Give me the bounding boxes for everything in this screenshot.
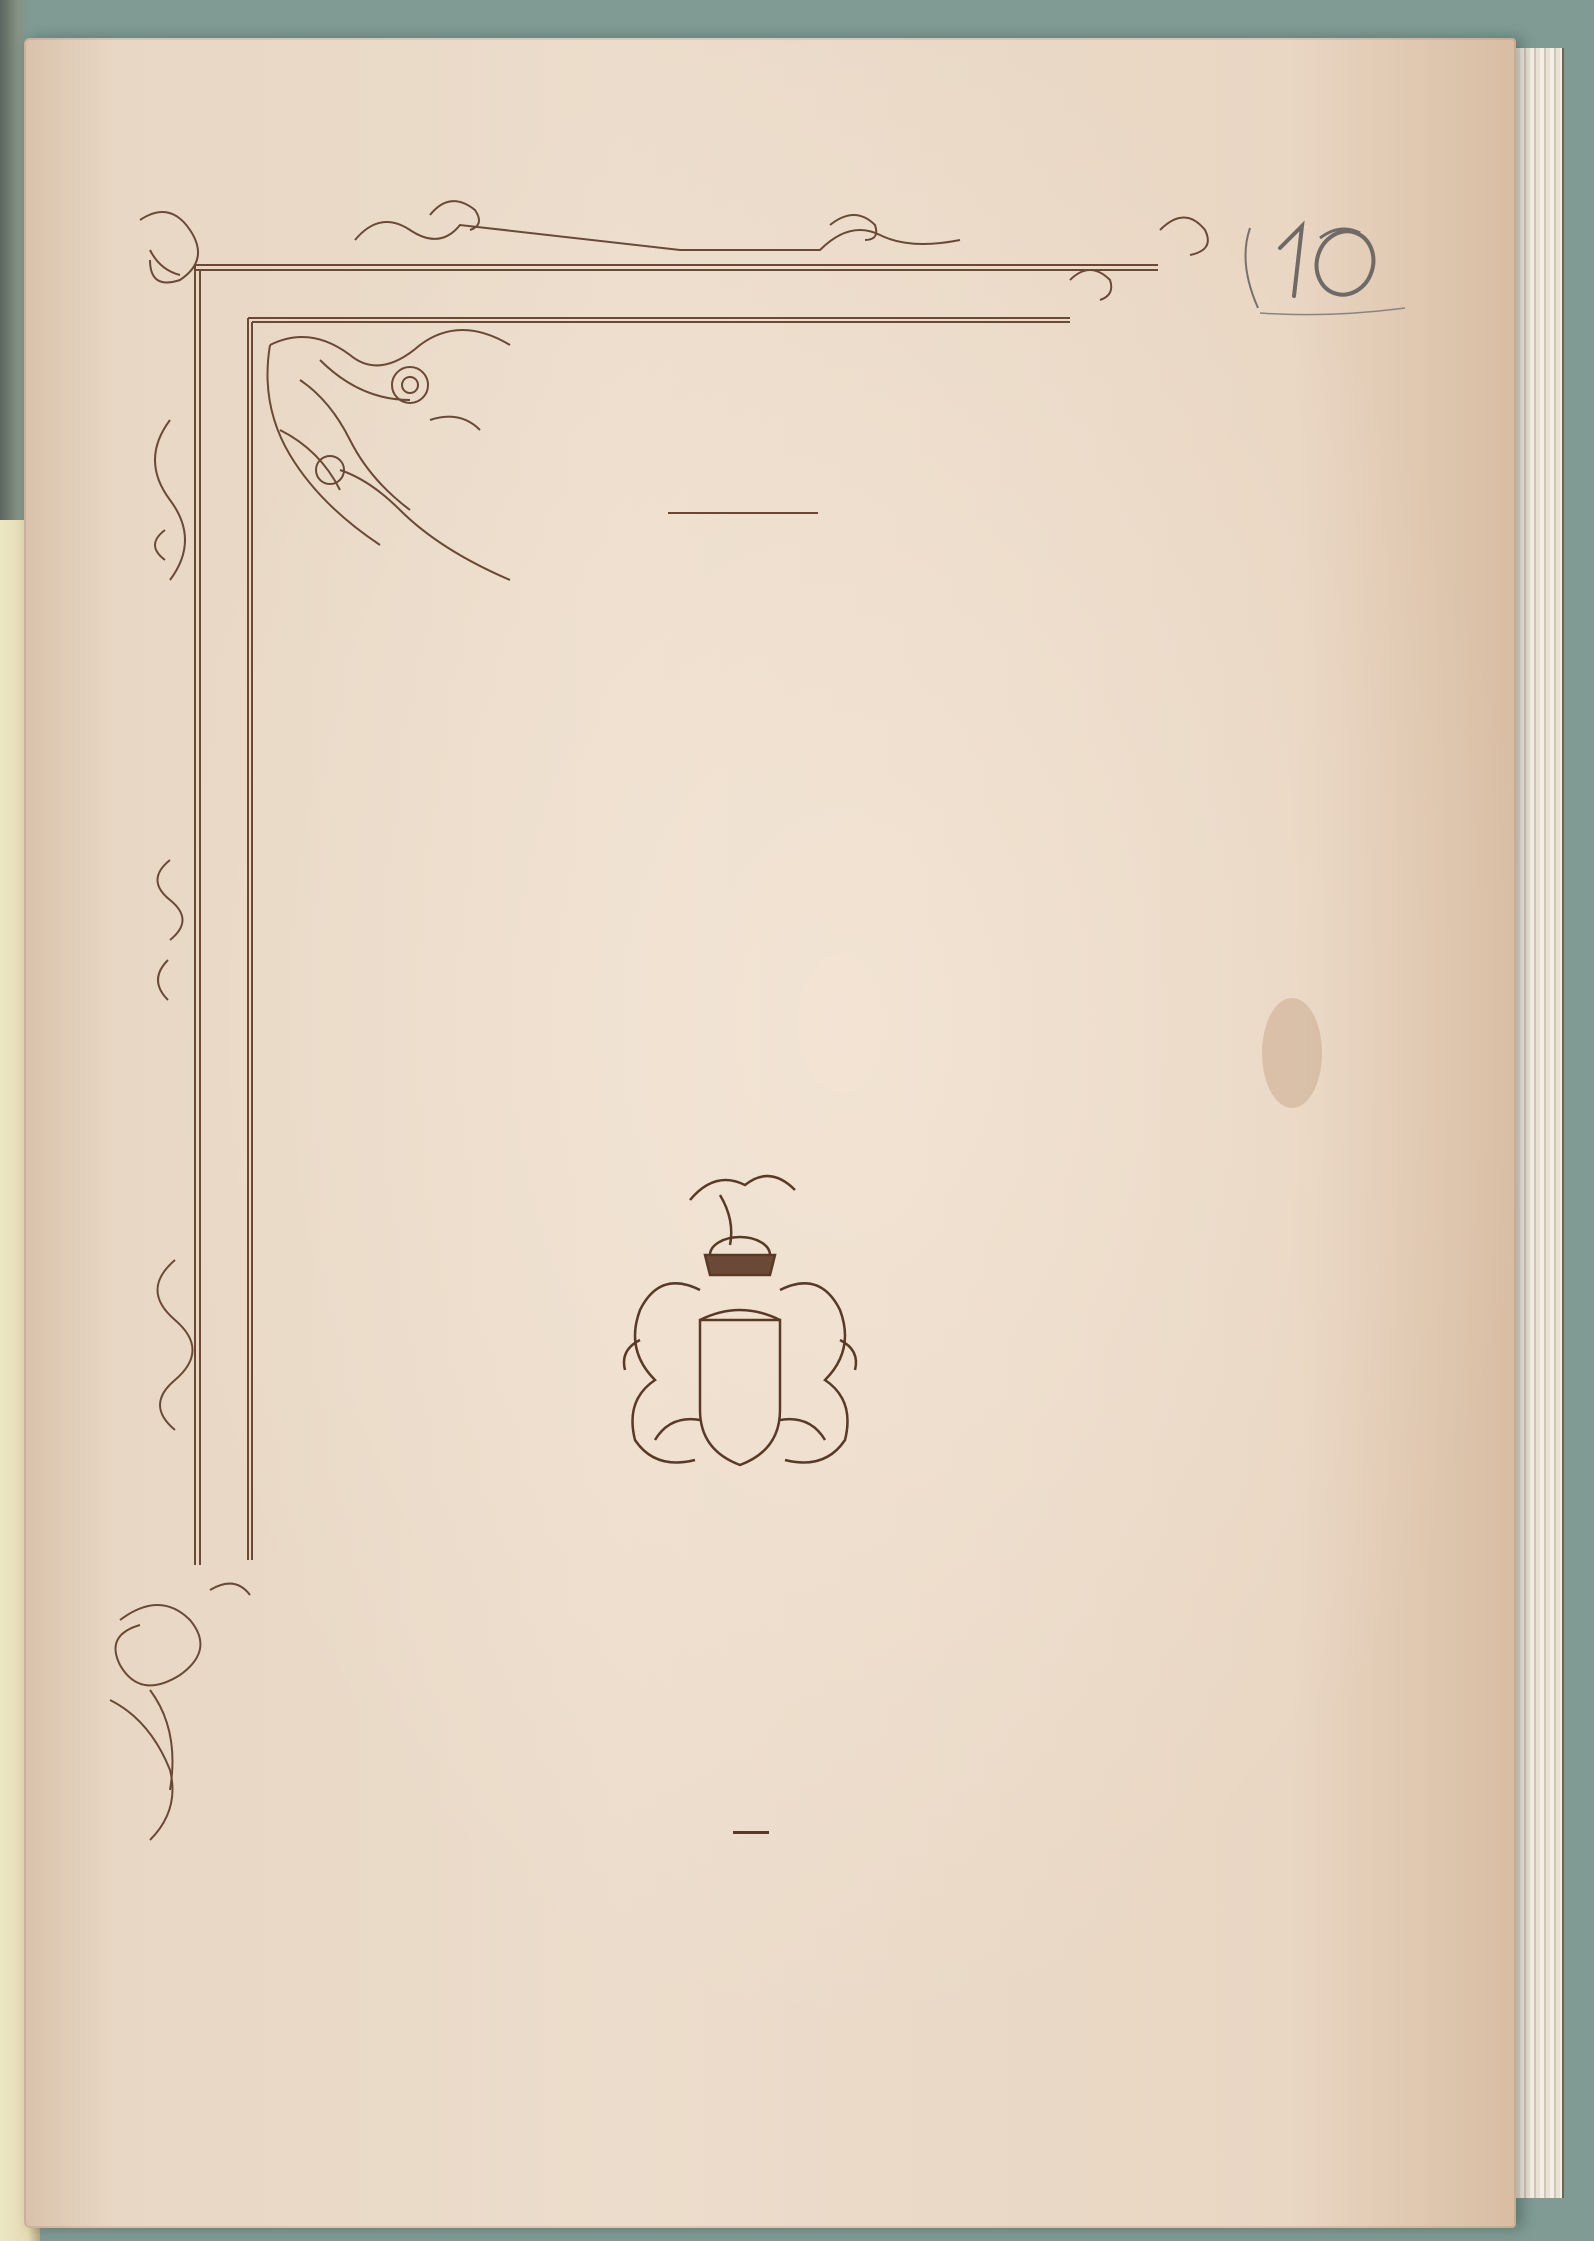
printer-emblem bbox=[624, 1176, 856, 1465]
handwritten-number bbox=[1240, 208, 1410, 318]
date-divider bbox=[733, 1831, 769, 1834]
author-divider bbox=[668, 512, 818, 514]
